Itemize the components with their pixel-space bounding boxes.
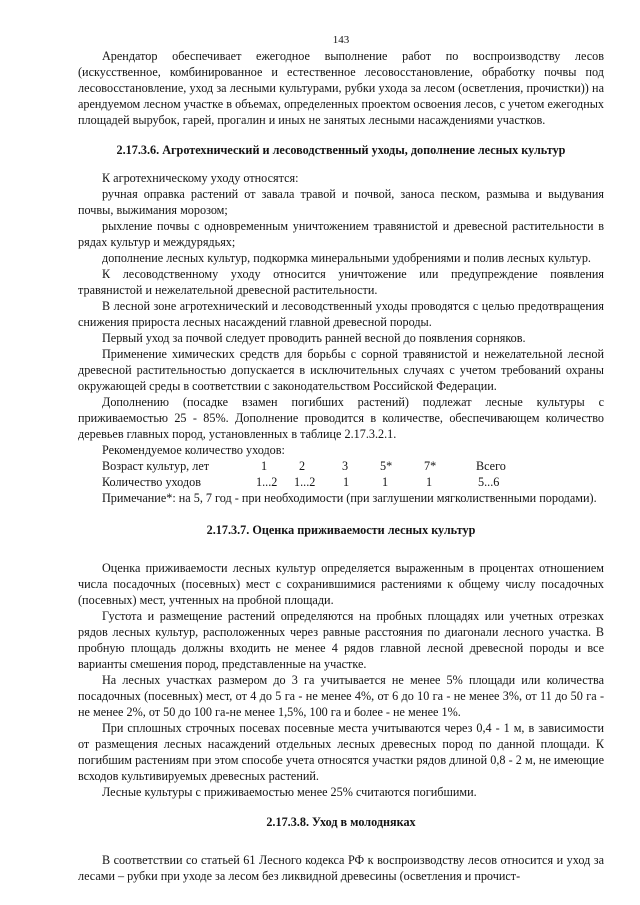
table-cell: 1...2 [294, 475, 316, 489]
table-cell: Всего [476, 459, 506, 473]
paragraph: К лесоводственному уходу относится уничтожение или предупреждение появления травянистой и нежелательной древесной растительности. [78, 267, 604, 297]
paragraph: Густота и размещение растений определяются на пробных площадях или учетных отрезках рядов лесных культур, расположенных через равные расстояния по диагонали лесного участка. В пробную площадь должны входить не менее 4 рядов главной лесной древесной породы и все варианты смешения пород, представленные на участке. [78, 609, 604, 671]
paragraph: ручная оправка растений от завала травой и почвой, заноса песком, размыва и выдувания почвы, выжимания морозом; [78, 187, 604, 217]
paragraph: дополнение лесных культур, подкормка минеральными удобрениями и полив лесных культур. [102, 251, 591, 265]
section-heading-survival: 2.17.3.7. Оценка приживаемости лесных культур [206, 523, 476, 537]
paragraph: При сплошных строчных посевах посевные места учитываются через 0,4 - 1 м, в зависимости от размещения лесных насаждений отдельных лесных древесных пород по данной площади. К погибшим растениям при этом способе учета относятся участки рядов длиной 0,8 - 2 м, не имеющие всходов культивируемых древесных растений. [78, 721, 604, 783]
section-heading-young-stands: 2.17.3.8. Уход в молодняках [266, 815, 416, 829]
care-table-row-count [78, 474, 604, 490]
table-cell: Возраст культур, лет [102, 459, 210, 473]
table-note: Примечание*: на 5, 7 год - при необходимости (при заглушении мягколиственными породами). [102, 491, 597, 505]
paragraph: В лесной зоне агротехнический и лесоводственный уходы проводятся с целью предотвращения снижения прироста лесных насаждений главной древесной породы. [78, 299, 604, 329]
paragraph: рыхление почвы с одновременным уничтожением травянистой и древесной растительности в рядах культур и междурядьях; [78, 219, 604, 249]
paragraph: Применение химических средств для борьбы с сорной травянистой и нежелательной лесной древесной растительностью допускается в исключительных случаях с учетом требований охраны окружающей среды в соответствии с законодательством Российской Федерации. [78, 347, 604, 393]
paragraph: К агротехническому уходу относятся: [102, 171, 299, 185]
table-cell: 5...6 [478, 475, 500, 489]
table-cell: Количество уходов [102, 475, 201, 489]
section-heading-agrotech: 2.17.3.6. Агротехнический и лесоводственный уходы, дополнение лесных культур [116, 143, 566, 157]
intro-paragraph: Арендатор обеспечивает ежегодное выполнение работ по воспроизводству лесов (искусственное, комбинированное и естественное лесовосстановление, обработку почвы под лесовосстановление, уход за лесными культурами, рубки ухода за лесом (осветления, прочистки)) на арендуемом лесном участке в объемах, определенных проектом освоения лесов, с учетом ежегодных площадей вырубок, гарей, прогалин и иных не занятых лесными насаждениями участков. [78, 49, 604, 127]
table-cell: 1 [343, 475, 350, 489]
table-cell: 1 [426, 475, 433, 489]
table-cell: 1 [261, 459, 268, 473]
paragraph: Рекомендуемое количество уходов: [102, 443, 285, 457]
table-cell: 2 [299, 459, 306, 473]
table-cell: 3 [342, 459, 349, 473]
paragraph: Первый уход за почвой следует проводить ранней весной до появления сорняков. [102, 331, 526, 345]
paragraph: Оценка приживаемости лесных культур определяется выраженным в процентах отношением числа посадочных (посевных) мест с сохранившимися растениями к общему числу посадочных (посевных) мест, учтенных на пробной площади. [78, 561, 604, 607]
paragraph: Лесные культуры с приживаемостью менее 25% считаются погибшими. [102, 785, 477, 799]
table-cell: 1 [382, 475, 389, 489]
paragraph: На лесных участках размером до 3 га учитывается не менее 5% площади или количества посадочных (посевных) мест, от 4 до 5 га - не менее 4%, от 6 до 10 га - не менее 3%, от 11 до 50 га - не менее 2%, от 50 до 100 га-не менее 1,5%, 100 га и более - не менее 1%. [78, 673, 604, 719]
paragraph: Дополнению (посадке взамен погибших растений) подлежат лесные культуры с приживаемостью 25 - 85%. Дополнение проводится в количестве, обеспечивающем количество деревьев главных пород, установленных в таблице 2.17.3.2.1. [78, 395, 604, 441]
care-table-row-age [78, 458, 604, 474]
page-number: 143 [332, 34, 350, 46]
table-cell: 1...2 [256, 475, 278, 489]
paragraph: В соответствии со статьей 61 Лесного кодекса РФ к воспроизводству лесов относится и уход за лесами – рубки при уходе за лесом без ликвидной древесины (осветления и прочист- [78, 853, 604, 883]
document-page [78, 34, 604, 884]
table-cell: 7* [424, 459, 437, 473]
table-cell: 5* [380, 459, 393, 473]
